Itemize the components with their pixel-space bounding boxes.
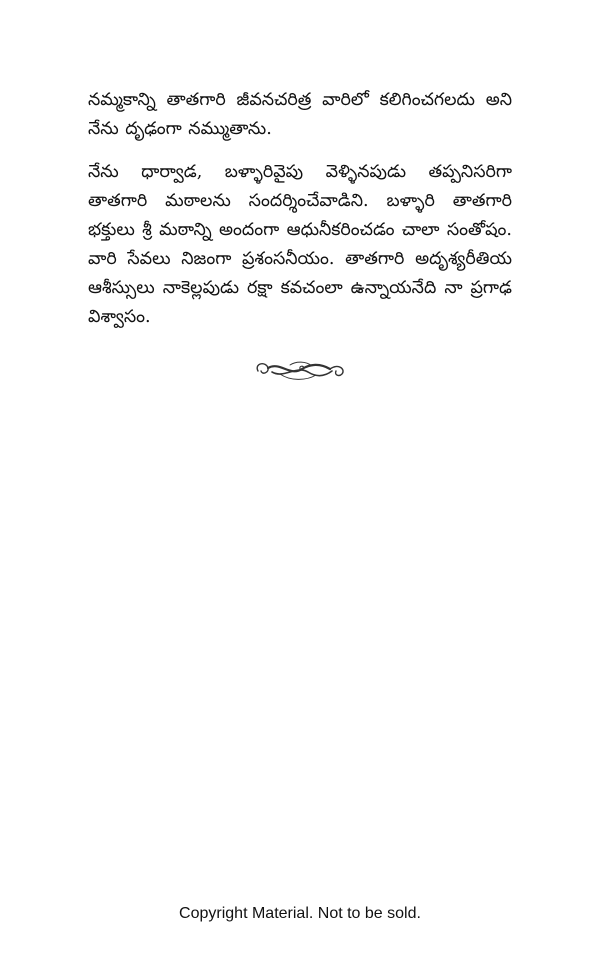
copyright-footer: Copyright Material. Not to be sold. (179, 905, 421, 922)
decorative-scroll-ornament-icon (250, 355, 350, 385)
paragraph-1: నమ్మకాన్ని తాతగారి జీవనచరిత్ర వారిలో కలిగించగలదు అని నేను దృఢంగా నమ్ముతాను. (88, 90, 512, 139)
body-text (88, 86, 512, 346)
paragraph-2: నేను ధార్వాడ, బళ్ళారివైపు వెళ్ళినపుడు తప్పనిసరిగా తాతగారి మఠాలను సందర్శించేవాడిని. బళ్ళారి తాతగారి భక్తులు శ్రీ మఠాన్ని అందంగా ఆధునీకరించడం చాలా సంతోషం. వారి సేవలు నిజంగా ప్రశంసనీయం. తాతగారి అదృశ్యరీతియ ఆశీస్సులు నాకెల్లపుడు రక్షా కవచంలా ఉన్నాయనేది నా ప్రగాఢ విశ్వాసం. (88, 162, 512, 327)
